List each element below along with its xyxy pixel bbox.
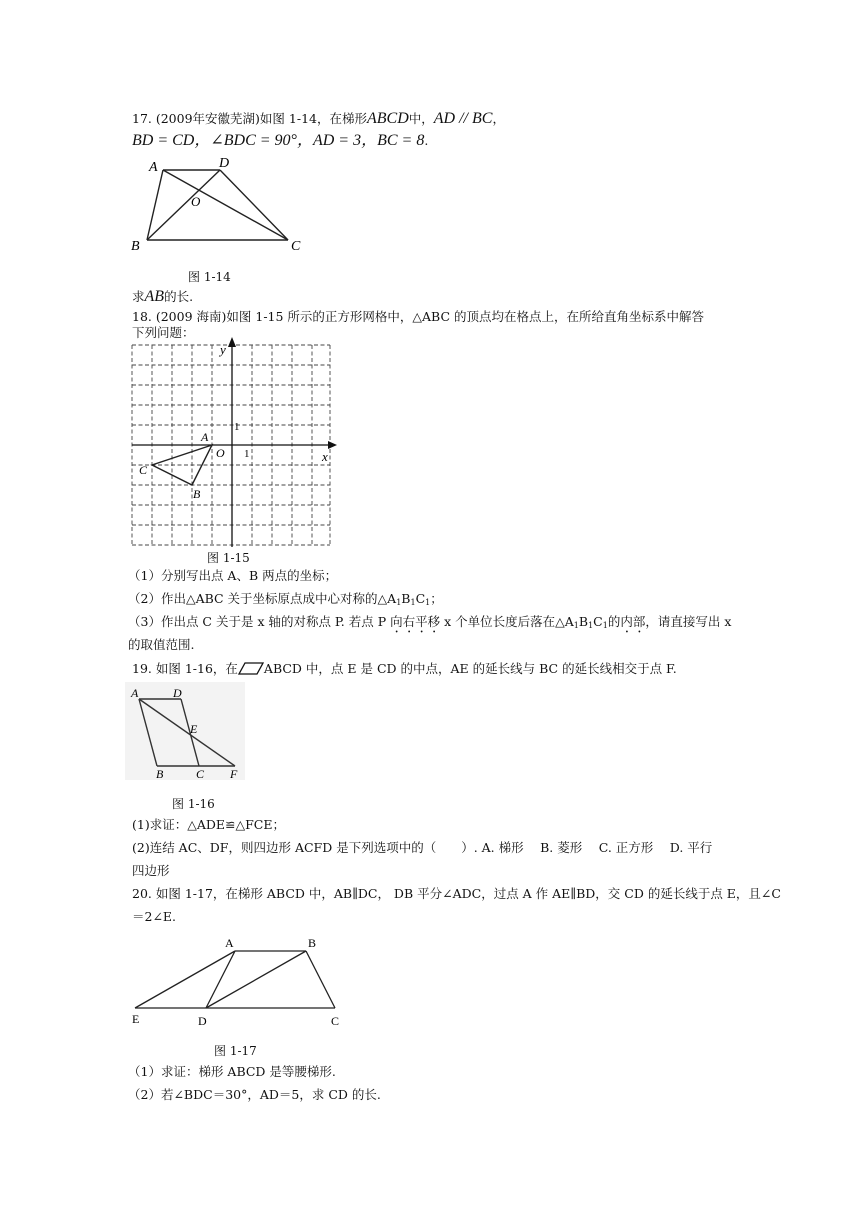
fig17-label-e: E — [132, 1012, 140, 1026]
emphasis-inside: 内部 — [620, 614, 646, 629]
fig14-label-d: D — [219, 156, 230, 171]
caption-1-14: 图 1-14 — [188, 270, 231, 284]
fig16-label-a: A — [131, 686, 139, 700]
fig16-label-d: D — [173, 686, 182, 700]
fig15-label-one-x: 1 — [244, 448, 250, 460]
fig14-label-b: B — [131, 239, 140, 254]
q18-part2: （2）作出△ABC 关于坐标原点成中心对称的$\triangle A_1B_1C_1$； — [128, 591, 443, 607]
fig15-label-c: C — [139, 463, 148, 477]
fig17-label-c: C — [331, 1014, 340, 1028]
q17-line1: 17. (2009年安徽芜湖)如图 1-14，在梯形ABCD中，AD // BC， — [132, 110, 505, 127]
fig14-label-a: A — [149, 160, 158, 175]
fig16-label-c: C — [196, 767, 205, 781]
fig15-label-x: x — [322, 449, 328, 464]
q20-part1: （1）求证：梯形 ABCD 是等腰梯形. — [128, 1064, 336, 1079]
caption-1-15: 图 1-15 — [207, 551, 250, 565]
q18-line1: 18. (2009 海南)如图 1-15 所示的正方形网格中，△ABC 的顶点均在格点上，在所给直角坐标系中解答 — [132, 309, 705, 324]
q19-part2: (2)连结 AC、DF，则四边形 ACFD 是下列选项中的（ ）. A. 梯形 B. 菱形 C. 正方形 D. 平行 — [132, 840, 713, 855]
fig15-label-one-y: 1 — [234, 421, 240, 433]
parallelogram-icon — [238, 662, 264, 675]
fig17-label-a: A — [225, 936, 234, 950]
caption-1-17: 图 1-17 — [214, 1044, 257, 1058]
fig15-label-a: A — [201, 430, 209, 444]
figure-1-17 — [125, 935, 350, 1030]
q20-line2: ＝2∠E. — [132, 909, 177, 924]
q18-line2: 下列问题： — [132, 325, 195, 340]
figure-1-16 — [125, 682, 245, 780]
q17-line2: BD = CD，∠BDC = 90°，AD = 3，BC = 8. — [132, 132, 429, 149]
fig15-label-b: B — [193, 487, 201, 501]
fig17-label-b: B — [308, 936, 317, 950]
fig16-label-f: F — [230, 767, 238, 781]
caption-1-16: 图 1-16 — [172, 797, 215, 811]
q18-part1: （1）分别写出点 A、B 两点的坐标； — [128, 568, 338, 583]
fig17-label-d: D — [198, 1014, 207, 1028]
q17-math-conditions: BD = CD，∠BDC = 90°，AD = 3，BC = 8 — [132, 132, 425, 149]
emphasis-shift-right: 向右平移 — [390, 614, 441, 629]
q18-part3: （3）作出点 C 关于是 x 轴的对称点 P. 若点 P 向右平移 x 个单位长度后落在$\triangle A_1B_1C_1$的内部，请直接写出 x — [128, 614, 732, 630]
q18-part3-line2: 的取值范围. — [128, 637, 195, 652]
q19-part1: (1)求证：△ADE≌△FCE； — [132, 817, 285, 832]
figure-1-15 — [125, 340, 340, 550]
fig16-label-b: B — [156, 767, 164, 781]
q19-part2-line2: 四边形 — [132, 863, 170, 878]
q20-part2: （2）若∠BDC＝30°，AD＝5，求 CD 的长. — [128, 1087, 381, 1102]
q17-ask: 求AB的长. — [132, 288, 194, 305]
fig16-label-e: E — [190, 722, 198, 736]
fig14-label-c: C — [291, 239, 301, 254]
q17-math-abcd: ABCD — [366, 110, 409, 127]
fig14-label-o: O — [191, 194, 201, 209]
q19-line1: 19. 如图 1-16，在 ABCD 中，点 E 是 CD 的中点，AE 的延长线与 BC 的延长线相交于点 F. — [132, 661, 677, 676]
figure-1-14 — [125, 152, 315, 262]
q20-line1: 20. 如图 1-17，在梯形 ABCD 中，AB∥DC， DB 平分∠ADC，过点 A 作 AE∥BD，交 CD 的延长线于点 E，且∠C — [132, 886, 781, 901]
fig15-label-o: O — [216, 446, 225, 460]
q17-math-ab: AB — [144, 288, 165, 305]
q17-math-parallel: AD // BC — [433, 110, 493, 127]
fig15-label-y: y — [220, 342, 226, 357]
